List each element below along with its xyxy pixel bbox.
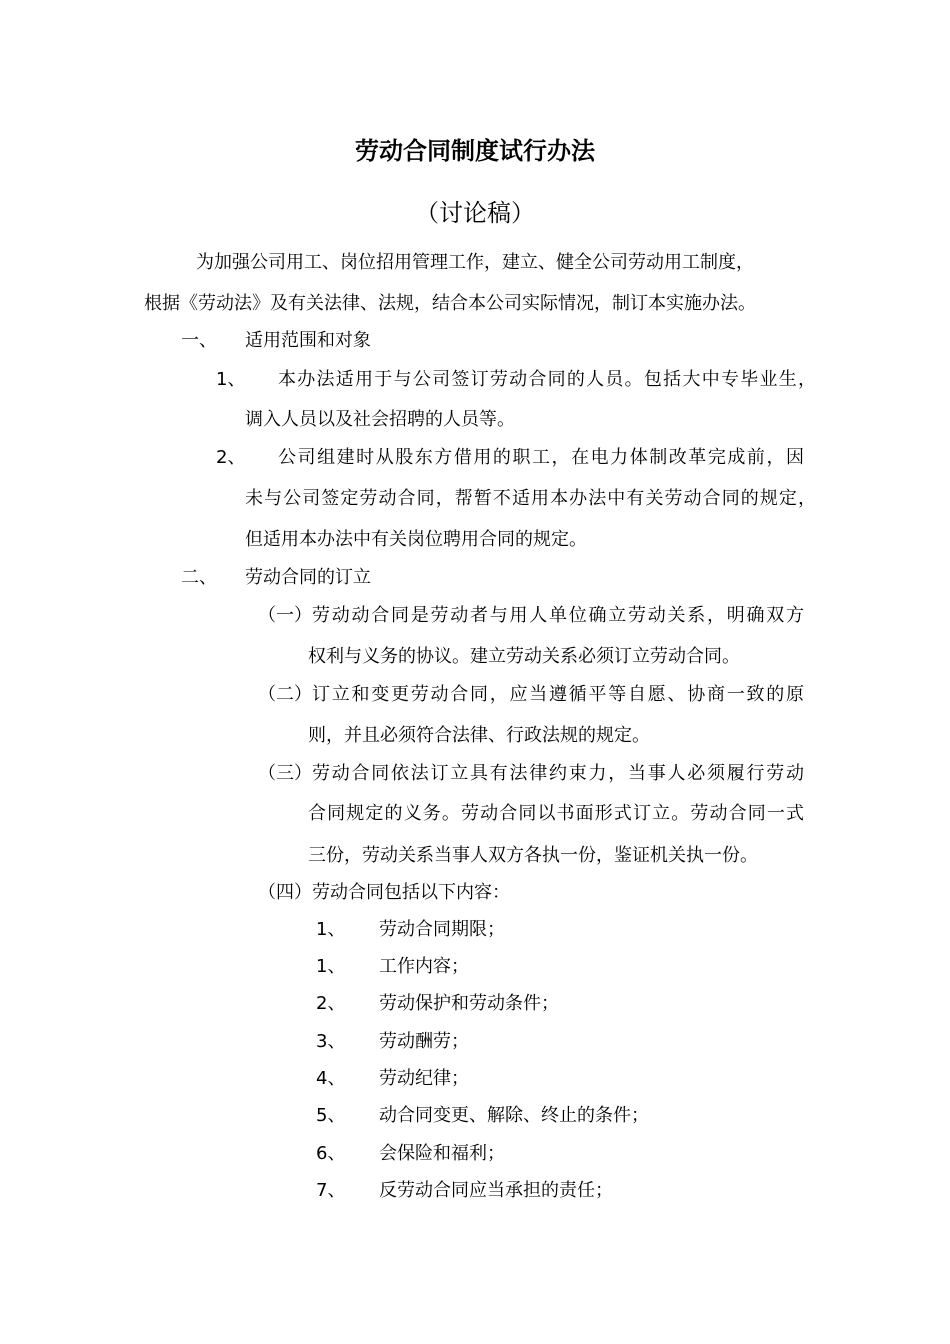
clause-number: （三）: [258, 763, 312, 784]
content-item: 劳动酬劳；: [379, 1031, 469, 1052]
section-heading: 劳动合同的订立: [245, 567, 371, 588]
clause-text: 则，并且必须符合法律、行政法规的规定。: [308, 725, 650, 746]
content-item: 反劳动合同应当承担的责任；: [379, 1180, 613, 1201]
content-number: 7、: [316, 1180, 346, 1201]
clause-number: （四）: [258, 882, 312, 903]
item-text: 本办法适用于与公司签订劳动合同的人员。包括大中专毕业生，: [278, 369, 816, 390]
section-number: 二、: [181, 567, 217, 588]
item-number: 1、: [216, 369, 246, 390]
clause-number: （二）: [258, 684, 312, 705]
content-number: 1、: [316, 919, 346, 940]
clause-text: 合同规定的义务。劳动合同以书面形式订立。劳动合同一式: [308, 803, 804, 824]
clause-text: 三份，劳动关系当事人双方各执一份，鉴证机关执一份。: [308, 845, 758, 866]
content-item: 劳动合同期限；: [379, 919, 505, 940]
content-item: 劳动保护和劳动条件；: [379, 993, 559, 1014]
content-number: 1、: [316, 956, 346, 977]
document-title: 劳动合同制度试行办法: [355, 137, 595, 165]
item-number: 2、: [216, 447, 246, 468]
clause-text: 劳动合同依法订立具有法律约束力，当事人必须履行劳动: [312, 763, 804, 784]
content-item: 工作内容；: [379, 956, 469, 977]
item-text: 公司组建时从股东方借用的职工，在电力体制改革完成前，因: [278, 447, 804, 468]
intro-line: 为加强公司用工、岗位招用管理工作，建立、健全公司劳动用工制度，: [196, 252, 754, 273]
document-subtitle: （讨论稿）: [415, 199, 535, 227]
content-number: 3、: [316, 1031, 346, 1052]
content-number: 5、: [316, 1105, 346, 1126]
content-item: 劳动纪律；: [379, 1068, 469, 1089]
content-number: 6、: [316, 1143, 346, 1164]
clause-text: 权利与义务的协议。建立劳动关系必须订立劳动合同。: [308, 646, 740, 667]
section-heading: 适用范围和对象: [245, 330, 371, 351]
intro-line: 根据《劳动法》及有关法律、法规，结合本公司实际情况，制订本实施办法。: [144, 293, 756, 314]
clause-text: 订立和变更劳动合同，应当遵循平等自愿、协商一致的原: [312, 684, 804, 705]
content-item: 动合同变更、解除、终止的条件；: [379, 1105, 649, 1126]
clause-text: 劳动合同包括以下内容：: [312, 882, 510, 903]
item-text: 调入人员以及社会招聘的人员等。: [245, 409, 515, 430]
content-number: 4、: [316, 1068, 346, 1089]
clause-text: 劳动动合同是劳动者与用人单位确立劳动关系，明确双方: [312, 605, 804, 626]
content-number: 2、: [316, 993, 346, 1014]
item-text: 未与公司签定劳动合同，帮暂不适用本办法中有关劳动合同的规定，: [245, 488, 816, 509]
clause-number: （一）: [258, 605, 312, 626]
content-item: 会保险和福利；: [379, 1143, 505, 1164]
item-text: 但适用本办法中有关岗位聘用合同的规定。: [245, 529, 587, 550]
section-number: 一、: [181, 330, 217, 351]
